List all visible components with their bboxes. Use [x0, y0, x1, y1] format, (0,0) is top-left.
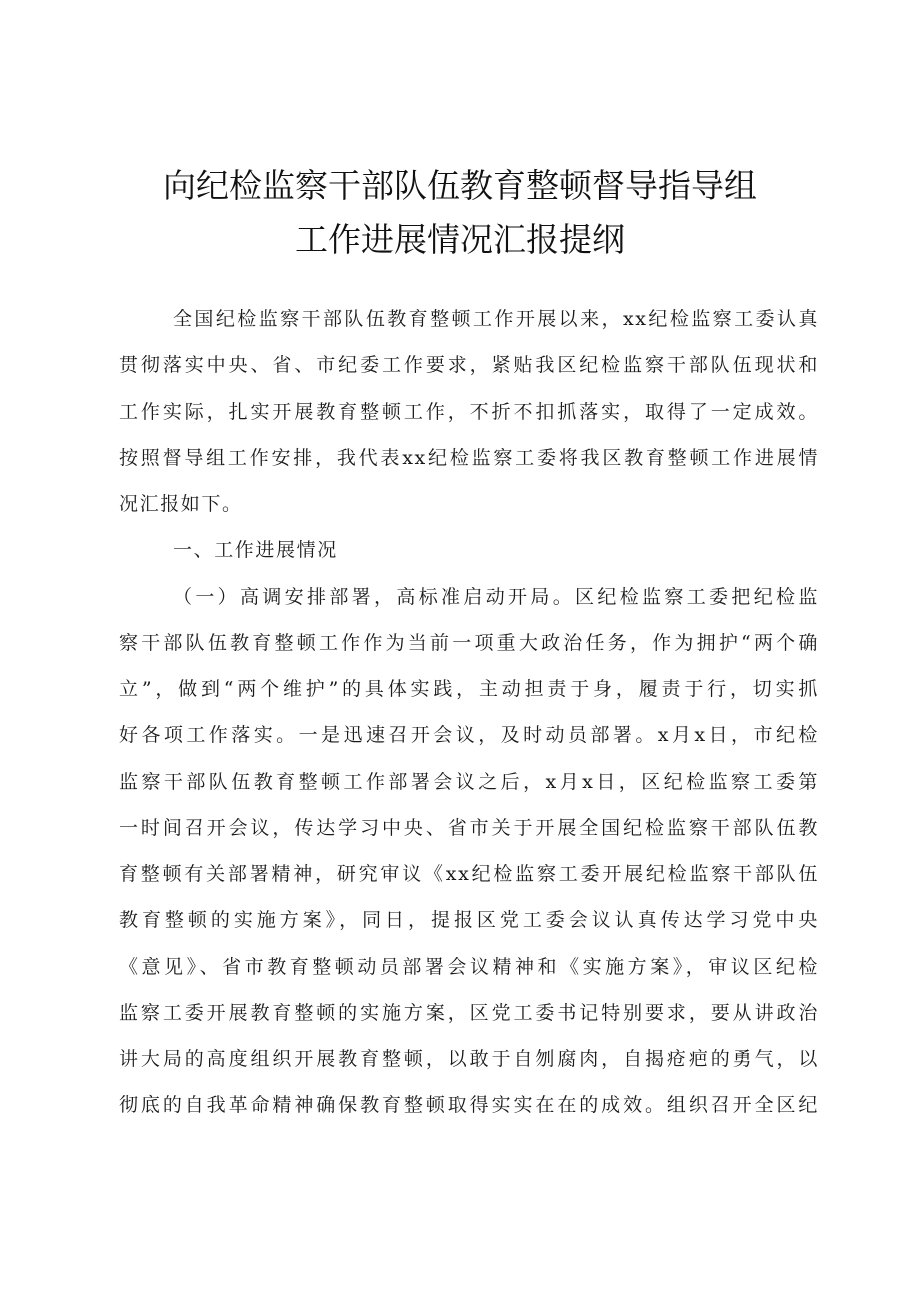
- paragraph-line: 讲大局的高度组织开展教育整顿，以敢于自刎腐肉，自揭疮疤的勇气，以: [119, 1048, 819, 1070]
- document-title-line-1: 向纪检监察干部队伍教育整顿督导指导组: [163, 166, 757, 205]
- paragraph-line: 监察干部队伍教育整顿工作部署会议之后，x月x日，区纪检监察工委第: [119, 771, 819, 793]
- section-heading: 一、工作进展情况: [173, 539, 338, 561]
- paragraph-line: 一时间召开会议，传达学习中央、省市关于开展全国纪检监察干部队伍教: [119, 817, 819, 839]
- paragraph-line: （一）高调安排部署，高标准启动开局。区纪检监察工委把纪检监: [173, 586, 819, 608]
- paragraph-line: 察干部队伍教育整顿工作作为当前一项重大政治任务，作为拥护“两个确: [119, 632, 819, 654]
- paragraph-line: 育整顿有关部署精神，研究审议《xx纪检监察工委开展纪检监察干部队伍: [119, 863, 819, 885]
- paragraph-line: 按照督导组工作安排，我代表xx纪检监察工委将我区教育整顿工作进展情: [119, 447, 819, 469]
- paragraph-line: 彻底的自我革命精神确保教育整顿取得实实在在的成效。组织召开全区纪: [119, 1094, 819, 1116]
- paragraph-line: 《意见》、省市教育整顿动员部署会议精神和《实施方案》，审议区纪检: [119, 956, 819, 978]
- paragraph-line: 立”，做到“两个维护”的具体实践，主动担责于身，履责于行，切实抓: [119, 678, 819, 700]
- paragraph-line: 贯彻落实中央、省、市纪委工作要求，紧贴我区纪检监察干部队伍现状和: [119, 354, 819, 376]
- paragraph-line: 教育整顿的实施方案》，同日，提报区党工委会议认真传达学习党中央: [119, 909, 819, 931]
- paragraph-line: 监察工委开展教育整顿的实施方案，区党工委书记特别要求，要从讲政治: [119, 1002, 819, 1024]
- paragraph-line: 况汇报如下。: [119, 493, 243, 515]
- paragraph-line: 全国纪检监察干部队伍教育整顿工作开展以来，xx纪检监察工委认真: [173, 308, 819, 330]
- paragraph-line: 工作实际，扎实开展教育整顿工作，不折不扣抓落实，取得了一定成效。: [119, 401, 819, 423]
- document-title-line-2: 工作进展情况汇报提纲: [295, 220, 625, 259]
- paragraph-line: 好各项工作落实。一是迅速召开会议，及时动员部署。x月x日，市纪检: [119, 724, 819, 746]
